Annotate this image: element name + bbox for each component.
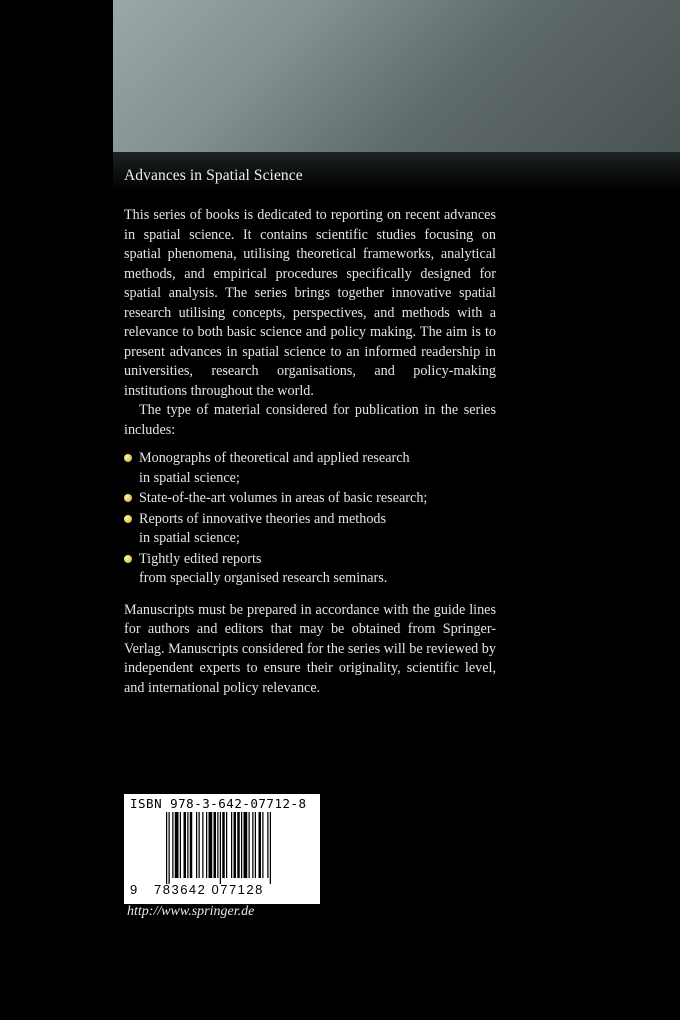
list-item-line: State-of-the-art volumes in areas of basic research;	[139, 490, 428, 506]
barcode-bars	[166, 812, 312, 884]
barcode-bar	[196, 812, 197, 878]
barcode-bar	[226, 812, 227, 878]
barcode-bar	[214, 812, 217, 878]
isbn-label: ISBN 978-3-642-07712-8	[130, 796, 307, 811]
barcode-bar	[172, 812, 173, 878]
barcode-bar	[249, 812, 250, 878]
bullet-icon	[124, 454, 132, 462]
list-item	[124, 550, 496, 589]
series-description: This series of books is dedicated to reporting on recent advances in spatial science. It contains scientific studies focusing on spatial phenomena, utilising theoretical frameworks, analytical methods, and empirical procedures specifically designed for spatial analysis. The series brings together innovative spatial research utilising concepts, perspectives, and methods with a relevance to both basic science and policy making. The aim is to present advances in spatial science to an informed readership in universities, research organisations, and policy-making institutions throughout the world.	[124, 207, 496, 399]
bullet-icon	[124, 515, 132, 523]
list-item-line: Reports of innovative theories and methods	[139, 510, 387, 527]
list-item-line: Monographs of theoretical and applied research	[139, 450, 410, 466]
barcode-bar	[270, 812, 271, 884]
material-list	[124, 449, 496, 589]
barcode-bar	[237, 812, 240, 878]
barcode-first-digit: 9	[130, 882, 138, 897]
barcode-bar	[220, 812, 221, 884]
cover-spine	[0, 0, 113, 1020]
barcode-bar	[262, 812, 263, 878]
barcode-bar	[175, 812, 179, 878]
list-item-line: from specially organised research seminars.	[139, 570, 388, 586]
list-item	[124, 449, 496, 488]
barcode-bar	[199, 812, 200, 878]
back-cover-text	[124, 206, 496, 698]
barcode-bar	[202, 812, 203, 878]
barcode-bar	[244, 812, 248, 878]
material-intro: The type of material considered for publication in the series includes:	[124, 402, 496, 438]
barcode-bar	[241, 812, 242, 878]
barcode-bar	[259, 812, 262, 878]
list-item	[124, 489, 496, 509]
barcode-bar	[222, 812, 225, 878]
list-item-line: in spatial science;	[139, 530, 240, 546]
barcode-bar	[209, 812, 213, 878]
barcode-bar	[187, 812, 188, 878]
barcode-bar	[267, 812, 268, 878]
barcode-bar	[255, 812, 256, 878]
barcode-bar	[252, 812, 253, 878]
barcode-bar	[206, 812, 207, 878]
barcode-bar	[180, 812, 181, 878]
manuscripts-note: Manuscripts must be prepared in accordance with the guide lines for authors and editors that may be obtained from Springer-Verlag. Manuscripts considered for the series will be reviewed by independent experts to ensure their originality, scientific level, and international policy relevance.	[124, 601, 496, 696]
barcode-bar	[234, 812, 237, 878]
list-item	[124, 510, 496, 549]
series-title: Advances in Spatial Science	[124, 167, 303, 184]
header-band	[113, 0, 680, 152]
bullet-icon	[124, 555, 132, 563]
barcode-bar	[166, 812, 167, 884]
barcode-digits: 783642 077128	[154, 882, 264, 897]
list-item-line: Tightly edited reports	[139, 550, 262, 567]
barcode-bar	[231, 812, 232, 878]
barcode-bar	[217, 812, 218, 878]
publisher-url[interactable]: http://www.springer.de	[127, 904, 255, 919]
barcode-bar	[184, 812, 187, 878]
bullet-icon	[124, 494, 132, 502]
barcode-bar	[169, 812, 170, 884]
isbn-barcode	[124, 794, 320, 904]
list-item-line: in spatial science;	[139, 469, 240, 486]
barcode-bar	[190, 812, 193, 878]
